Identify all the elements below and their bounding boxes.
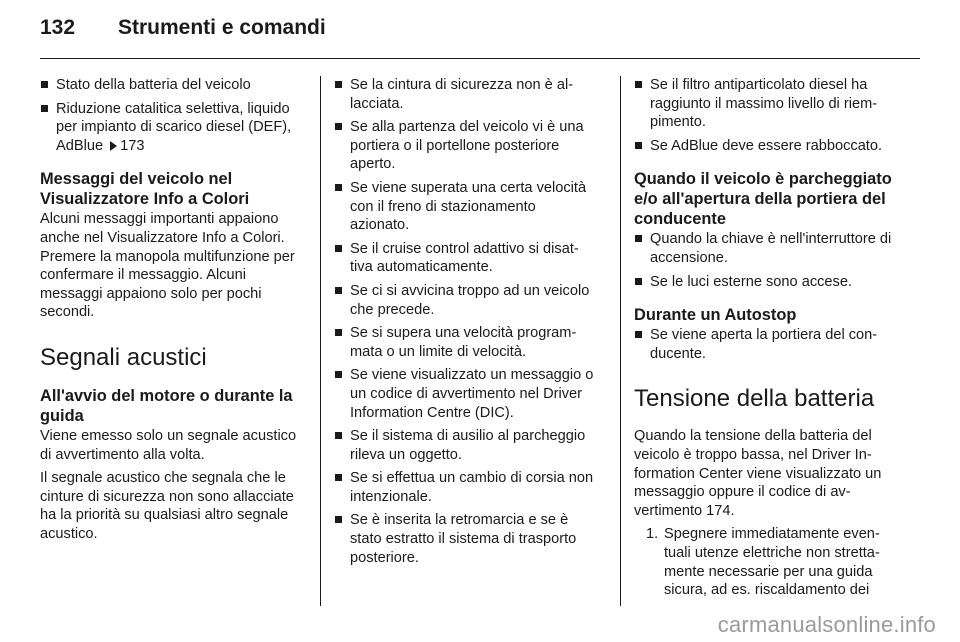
- list-item: Se il sistema di ausilio al parcheggio rileva un oggetto.: [334, 427, 596, 464]
- list-item: Se si effettua un cambio di corsia non intenzionale.: [334, 469, 596, 506]
- bullet-square-icon: [335, 474, 342, 481]
- column-divider-1: [320, 76, 321, 606]
- list-item: Riduzione catalitica selettiva, liquido per impianto di scarico diesel (DEF), AdBlue 173: [40, 100, 302, 156]
- list-item: Quando la chiave è nell'interruttore di accensione.: [634, 230, 896, 267]
- step-number: 1.: [646, 526, 659, 543]
- bullet-square-icon: [335, 516, 342, 523]
- column-2: [334, 76, 596, 572]
- bullet-list: [634, 230, 896, 291]
- bullet-square-icon: [635, 235, 642, 242]
- page-header: [40, 16, 326, 50]
- bullet-square-icon: [635, 142, 642, 149]
- chapter-title: Strumenti e comandi: [118, 16, 326, 39]
- list-item: Se la cintura di sicurezza non è allacciata.: [334, 76, 596, 113]
- list-item: Se ci si avvicina troppo ad un veicolo che precede.: [334, 282, 596, 319]
- bullet-square-icon: [335, 81, 342, 88]
- column-3: [634, 76, 896, 600]
- bullet-list: [634, 326, 896, 363]
- paragraph: Il segnale acustico che segnala che le cinture di sicurezza non sono allacciate ha la priorità su qualsiasi altro segnale acustico.: [40, 470, 294, 542]
- bullet-square-icon: [335, 432, 342, 439]
- column-1: [40, 76, 302, 549]
- list-item: Se il filtro antiparticolato diesel ha raggiunto il massimo livello di riempimento.: [634, 76, 896, 132]
- bullet-square-icon: [41, 81, 48, 88]
- bullet-square-icon: [335, 287, 342, 294]
- section-heading: Messaggi del veicolo nel Visualizzatore Info a Colori: [40, 170, 250, 209]
- bullet-list: [334, 76, 596, 567]
- bullet-square-icon: [635, 81, 642, 88]
- list-item: Se AdBlue deve essere rabboccato.: [634, 137, 896, 156]
- header-divider: [40, 58, 920, 59]
- section-title: Segnali acustici: [40, 343, 207, 371]
- list-item: Se è inserita la retromarcia e se è stato estratto il sistema di trasporto posteriore.: [334, 511, 596, 567]
- section-title: Tensione della batteria: [634, 385, 875, 413]
- section-heading: Durante un Autostop: [634, 306, 797, 325]
- list-item: Se viene superata una certa velocità con il freno di stazionamento azionato.: [334, 179, 596, 235]
- page-reference-link[interactable]: 173: [120, 137, 145, 154]
- bullet-square-icon: [335, 371, 342, 378]
- page-number: 132: [40, 16, 76, 39]
- column-divider-2: [620, 76, 621, 606]
- list-item: Se il cruise control adattivo si disattiva automaticamente.: [334, 240, 596, 277]
- paragraph: Alcuni messaggi importanti appaiono anche nel Visualizzatore Info a Colori. Premere la manopola multifunzione per confermare il messaggio. Alcuni messaggi appaiono solo per pochi secondi.: [40, 211, 295, 321]
- paragraph: Quando la tensione della batteria del veicolo è troppo bassa, nel Driver Information Center viene visualizzato un messaggio oppure il codice di avvertimento 174.: [634, 428, 882, 519]
- bullet-list: [40, 76, 302, 155]
- list-item: Stato della batteria del veicolo: [40, 76, 302, 95]
- watermark: carmanualsonline.info: [717, 612, 936, 637]
- list-item: 1. Spegnere immediatamente eventuali utenze elettriche non strettamente necessarie per una guida sicura, ad es. riscaldamento dei: [646, 526, 880, 599]
- bullet-square-icon: [335, 184, 342, 191]
- numbered-list: [634, 525, 896, 599]
- bullet-square-icon: [335, 245, 342, 252]
- page-reference-arrow-icon: [110, 141, 117, 151]
- bullet-square-icon: [635, 331, 642, 338]
- list-item: Se viene visualizzato un messaggio o un codice di avvertimento nel Driver Information Centre (DIC).: [334, 366, 596, 422]
- list-item: Se viene aperta la portiera del conducente.: [634, 326, 896, 363]
- bullet-square-icon: [635, 278, 642, 285]
- paragraph: Viene emesso solo un segnale acustico di avvertimento alla volta.: [40, 427, 297, 463]
- section-heading: Quando il veicolo è parcheggiato e/o all'apertura della portiera del conducente: [634, 170, 892, 229]
- section-heading: All'avvio del motore o durante la guida: [40, 386, 293, 425]
- list-item: Se le luci esterne sono accese.: [634, 273, 896, 292]
- list-item: Se si supera una velocità programmata o un limite di velocità.: [334, 324, 596, 361]
- bullet-list: [634, 76, 896, 155]
- bullet-square-icon: [41, 105, 48, 112]
- bullet-square-icon: [335, 329, 342, 336]
- bullet-square-icon: [335, 123, 342, 130]
- list-item: Se alla partenza del veicolo vi è una portiera o il portellone posteriore aperto.: [334, 118, 596, 174]
